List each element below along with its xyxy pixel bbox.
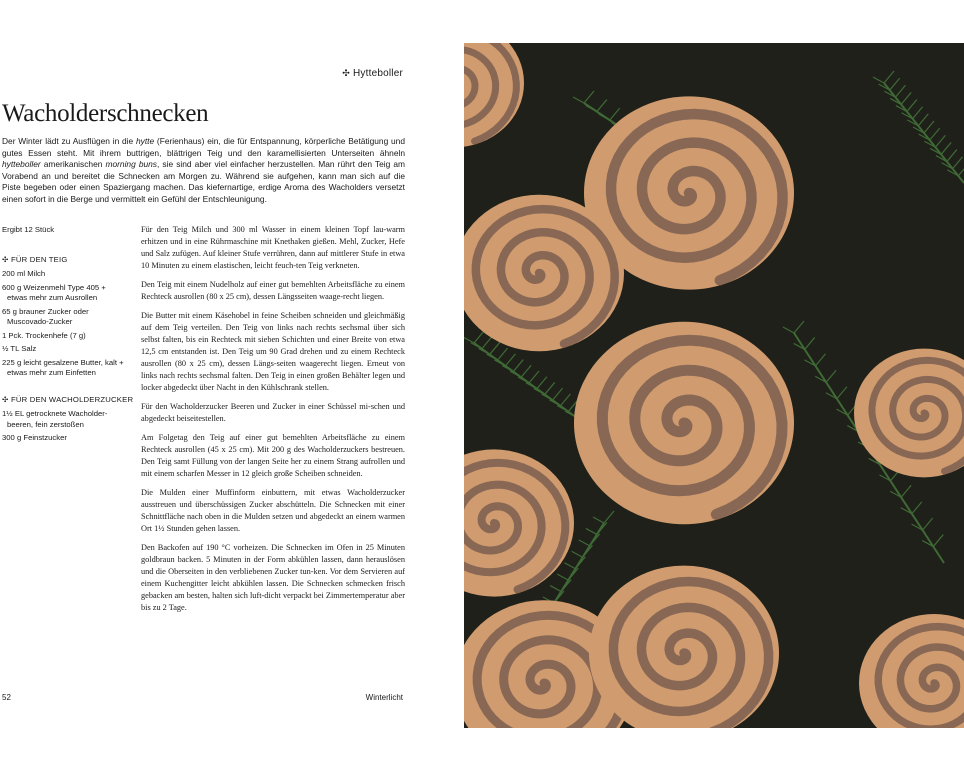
juniper-needle <box>521 365 531 377</box>
recipe-page <box>0 0 415 771</box>
juniper-needle <box>947 150 957 162</box>
juniper-needle <box>568 568 578 580</box>
method-step: Für den Teig Milch und 300 ml Wasser in einem kleinen Topf lau-warm erhitzen und in eine Rührmaschine mit Knethaken gießen. Mehl, Zucker, Hefe und Salz zufügen. Auf kleiner Stufe verrühren, dann auf mittlerer Stufe in etwa 10 Minuten zu einem elastischen, leicht feuch-ten Teig verkneten. <box>141 225 405 270</box>
juniper-needle <box>584 91 594 103</box>
juniper-needle <box>593 517 604 523</box>
juniper-needle <box>590 534 600 546</box>
intro-text: amerikanischen <box>40 159 106 170</box>
ingredient-line: beeren, fein zerstoßen <box>7 419 84 429</box>
juniper-needle <box>498 348 508 360</box>
juniper-needle <box>579 540 590 546</box>
ingredient-line: 600 g Weizenmehl Type 405 + <box>2 282 106 292</box>
ingredient-item: 1 Pck. Trockenhefe (7 g) <box>2 330 86 340</box>
juniper-needle <box>583 545 593 557</box>
ingredient-item: 300 g Feinstzucker <box>2 433 67 442</box>
method-step: Die Butter mit einem Käsehobel in feine Scheiben schneiden und gleichmäßig auf dem Teig verteilen. Den Teig von links nach rechts sechsmal über sich selbst falten, bis ein Rechteck mit sieben Schichten und einer Breite von etwa 12,5 cm entstanden ist. Den Teig um 90 Grad drehen und zu einem Rechteck ausrollen (80 x 25 cm), dessen Längs-seiten waagerecht liegen. Erneut von links nach rechts sechsmal falten. Den Teig in einen großen Behälter legen und locker abgedeckt über Nacht in den Kühlschrank stellen. <box>141 311 405 392</box>
method-step: Den Teig mit einem Nudelholz auf einer gut bemehlten Arbeitsfläche zu einem Rechteck ausrollen (80 x 25 cm), dessen Längsseiten waage-recht liegen. <box>141 280 405 301</box>
ingredient-line: 65 g brauner Zucker oder <box>2 306 89 316</box>
ingredient-line: etwas mehr zum Einfetten <box>7 368 96 377</box>
juniper-needle <box>550 586 561 592</box>
ingredient-group-heading <box>2 395 134 406</box>
method-step: Am Folgetag den Teig auf einer gut bemehlten Arbeitsfläche zu einem Rechteck ausrollen (45 x 25 cm). Mit 200 g des Wacholderzuckers bestreuen. Den Teig samt Füllung von der langen Seite her zu einem Strang aufrollen und mit einem scharfen Messer in 12 gleich große Scheiben schneiden. <box>141 433 405 478</box>
juniper-needle <box>505 354 515 366</box>
juniper-needle <box>573 97 584 103</box>
section-label <box>342 68 403 79</box>
juniper-needle <box>884 71 894 83</box>
juniper-needle <box>610 108 620 120</box>
ornament-icon: ✣ <box>2 394 9 404</box>
juniper-needle <box>805 337 815 349</box>
juniper-needle <box>933 535 943 547</box>
ingredient-item <box>2 409 134 430</box>
juniper-needle <box>560 394 570 406</box>
juniper-needle <box>482 337 492 349</box>
juniper-needle <box>826 370 836 382</box>
method-step: Für den Wacholderzucker Beeren und Zucker in einer Schüssel mi-schen und abgedeckt beiseitestellen. <box>141 402 405 423</box>
recipe-title: Wacholderschnecken <box>2 100 209 127</box>
juniper-needle <box>907 100 917 112</box>
photo-illustration <box>464 43 964 728</box>
juniper-needle <box>586 106 597 112</box>
juniper-needle <box>930 128 940 140</box>
juniper-needle <box>604 511 614 523</box>
juniper-needle <box>586 528 597 534</box>
juniper-needle <box>941 142 951 154</box>
page-number: 52 <box>2 693 11 702</box>
ingredient-line: Muscovado-Zucker <box>7 317 73 326</box>
ingredient-line: etwas mehr zum Ausrollen <box>7 293 98 302</box>
sugar-dusting <box>859 614 964 728</box>
intro-text: (Ferienhaus) ein, die für Entspannung, körperliche Betätigung und gutes Essen steht. Mit ihrem buttrigen, blättrigen Teig und den karamellisierten Unterseiten ähneln <box>2 136 405 158</box>
intro-text: Der Winter lädt zu Ausflügen in die <box>2 136 136 146</box>
method-step: Die Mulden einer Muffinform einbuttern, mit etwas Wacholderzucker ausstreuen und überschüssigen Zucker abschütteln. Die Schnecken mit einer Schnittfläche nach oben in die Mulden setzen und abgedeckt an einem warmen Ort 1½ Stunden gehen lassen. <box>141 488 405 533</box>
juniper-needle <box>923 518 933 530</box>
sugar-dusting <box>574 322 794 524</box>
juniper-needle <box>464 337 474 343</box>
recipe-yield: Ergibt 12 Stück <box>2 225 55 234</box>
juniper-needle <box>924 121 934 133</box>
intro-text: , sie sind aber viel einfacher herzustellen. Man rührt den Teig am Vorabend an und bereitet die Schnecken am Morgen zu. Während sie aufgehen, kann man sich auf die Piste begeben oder einen Spaziergang machen. Das kiefernartige, erdige Aroma des Wacholders versetzt einen sofort in die Berge und vermittelt ein Gefühl der Entschleunigung. <box>2 159 405 204</box>
juniper-needle <box>895 85 905 97</box>
ingredient-item: ½ TL Salz <box>2 344 37 353</box>
sugar-dusting <box>464 43 524 147</box>
ingredient-item: 200 ml Milch <box>2 269 46 278</box>
juniper-needle <box>557 574 568 580</box>
juniper-needle <box>474 331 484 343</box>
intro-term-hytte: hytte <box>135 136 155 146</box>
method-step: Den Backofen auf 190 °C vorheizen. Die Schnecken im Ofen in 25 Minuten goldbraun backen. 5 Minuten in der Form abkühlen lassen, dann herauslösen und die Oberseiten in den verbliebenen Zucker tun-ken. Vor dem Servieren auf einem Kuchengitter leicht abkühlen lassen. Die Schnecken schmecken frisch gebacken am besten, halten sich luft-dicht verpackt bei Zimmertemperatur aber bis zu 2 Tage. <box>141 543 405 612</box>
juniper-needle <box>783 327 794 333</box>
juniper-needle <box>599 114 610 120</box>
ingredient-item <box>2 283 134 304</box>
juniper-needle <box>837 387 847 399</box>
juniper-needle <box>953 157 963 169</box>
juniper-needle <box>913 107 923 119</box>
juniper-needle <box>935 135 945 147</box>
juniper-needle <box>597 522 607 534</box>
juniper-needle <box>901 485 911 497</box>
juniper-needle <box>890 78 900 90</box>
juniper-needle <box>553 388 563 400</box>
method-steps <box>141 224 405 621</box>
juniper-needle <box>572 551 583 557</box>
juniper-needle <box>575 557 585 569</box>
ingredient-line: 225 g leicht gesalzene Butter, kalt + <box>2 357 124 367</box>
intro-term-hytteboller: hytteboller <box>2 159 41 170</box>
juniper-needle <box>918 114 928 126</box>
ornament-icon: ✣ <box>2 254 9 264</box>
juniper-needle <box>545 382 555 394</box>
juniper-needle <box>873 77 884 83</box>
juniper-needle <box>794 321 804 333</box>
group-heading-text: FÜR DEN TEIG <box>11 254 68 264</box>
juniper-needle <box>901 92 911 104</box>
ingredient-item <box>2 358 134 379</box>
juniper-needle <box>537 377 547 389</box>
juniper-needle <box>561 580 571 592</box>
juniper-needle <box>490 342 500 354</box>
ingredients-list <box>2 225 134 447</box>
juniper-needle <box>513 360 523 372</box>
juniper-needle <box>958 164 964 176</box>
intro-term-morning-buns: morning buns <box>105 159 157 170</box>
juniper-needle <box>912 502 922 514</box>
ornament-icon: ✣ <box>342 68 350 78</box>
sugar-dusting <box>589 566 779 728</box>
ingredient-group-heading <box>2 255 134 266</box>
recipe-photo <box>464 43 964 728</box>
group-heading-text: FÜR DEN WACHOLDERZUCKER <box>11 394 134 404</box>
ingredient-line: 1½ EL getrocknete Wacholder- <box>2 409 108 418</box>
running-title: Winterlicht <box>365 693 403 702</box>
ingredient-item <box>2 307 134 328</box>
recipe-intro <box>2 136 405 206</box>
section-name: Hytteboller <box>353 68 403 79</box>
juniper-needle <box>529 371 539 383</box>
juniper-needle <box>564 563 575 569</box>
juniper-needle <box>815 354 825 366</box>
juniper-needle <box>597 100 607 112</box>
sugar-dusting <box>854 349 964 478</box>
